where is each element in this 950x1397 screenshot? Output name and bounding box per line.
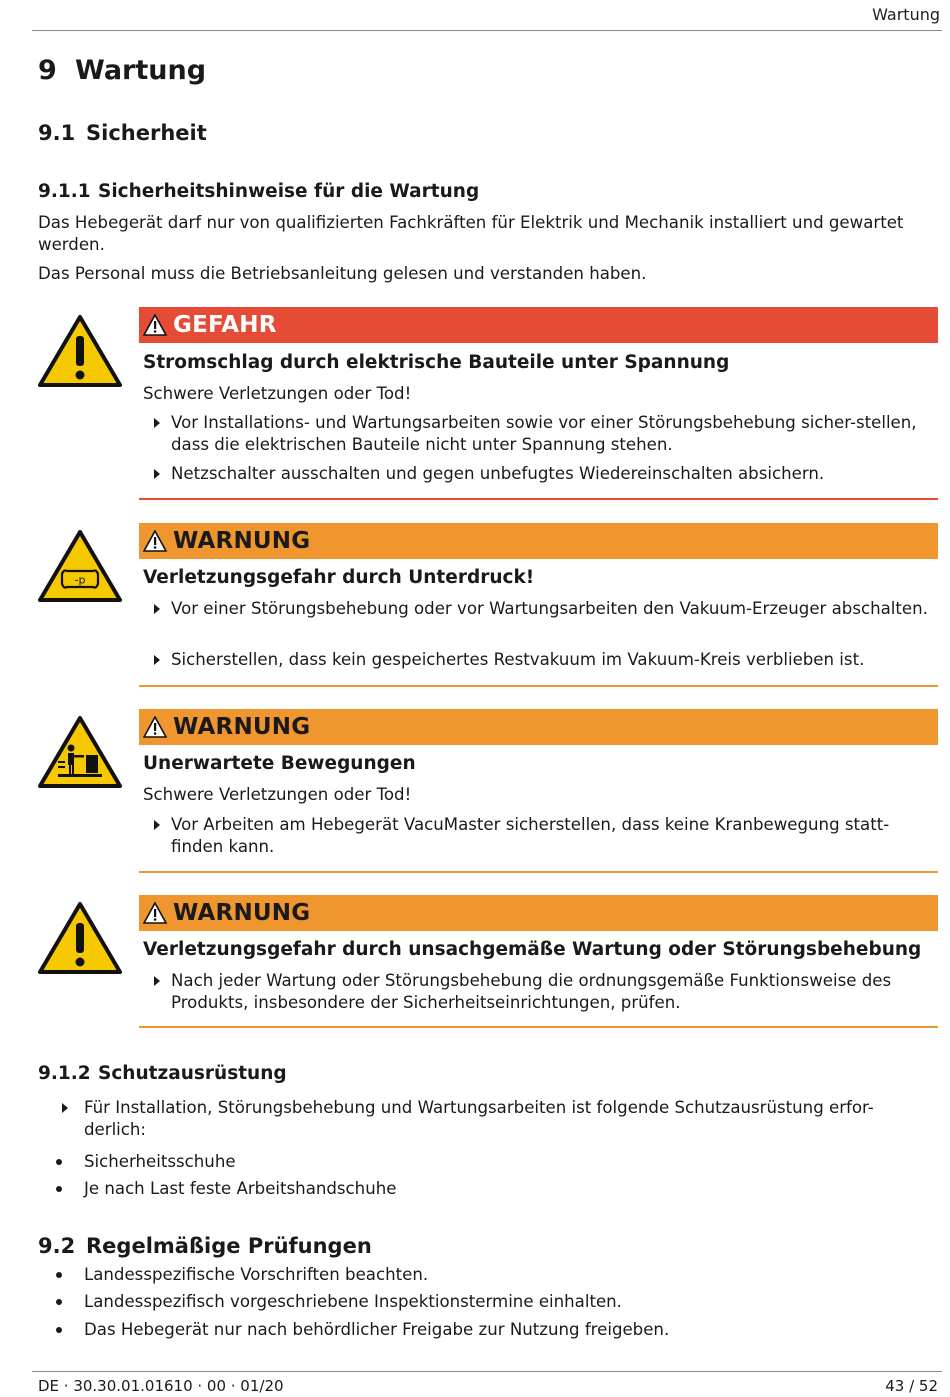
- step-arrow-icon: [154, 820, 160, 830]
- notice-step: [171, 649, 938, 671]
- pictogram-label: -p: [74, 573, 86, 587]
- running-header-title: Wartung: [872, 5, 940, 24]
- list-item-text: Landesspezifische Vorschriften beachten.: [84, 1265, 429, 1284]
- paragraph-read-manual: Das Personal muss die Betriebsanleitung gelesen und verstanden haben.: [38, 264, 647, 283]
- step-arrow-icon: [62, 1103, 68, 1113]
- section-heading-9-2: [38, 1234, 372, 1258]
- list-item-text: Sicherheitsschuhe: [84, 1152, 236, 1171]
- subsection-heading-9-1-2: [38, 1063, 287, 1084]
- section-heading-9-1: [38, 121, 207, 145]
- notice-bottom-rule: [139, 871, 938, 873]
- signal-word: WARNUNG: [173, 714, 311, 740]
- warning-signal-bar: [139, 895, 938, 931]
- header-divider: [32, 30, 942, 31]
- bullet-icon: [56, 1327, 62, 1333]
- crushing-hazard-pictogram-icon: [38, 715, 122, 789]
- list-item-text: Das Hebegerät nur nach behördlicher Freigabe zur Nutzung freigeben.: [84, 1320, 670, 1339]
- signal-word: WARNUNG: [173, 900, 311, 926]
- notice-bottom-rule: [139, 685, 938, 687]
- footer-page-number: 43 / 52: [885, 1377, 938, 1395]
- bullet-icon: [56, 1159, 62, 1165]
- list-item-text: Je nach Last feste Arbeitshandschuhe: [84, 1179, 397, 1198]
- notice-step: [171, 970, 938, 1014]
- section-title: Regelmäßige Prüfungen: [86, 1234, 372, 1258]
- step-text: Netzschalter ausschalten und gegen unbefugtes Wiedereinschalten absichern.: [171, 464, 825, 483]
- warning-triangle-icon: [143, 902, 167, 924]
- step-arrow-icon: [154, 976, 160, 986]
- subsection-title: Schutzausrüstung: [98, 1063, 287, 1084]
- list-item: [84, 1178, 914, 1200]
- chapter-number: 9: [38, 55, 57, 86]
- warning-triangle-icon: [143, 716, 167, 738]
- footer-document-id: DE · 30.30.01.01610 · 00 · 01/20: [38, 1377, 284, 1395]
- section-number: 9.1: [38, 121, 76, 145]
- notice-consequence: Schwere Verletzungen oder Tod!: [143, 384, 412, 403]
- notice-bottom-rule: [139, 498, 938, 500]
- bullet-icon: [56, 1272, 62, 1278]
- step-text: Vor Arbeiten am Hebegerät VacuMaster sicherstellen, dass keine Kranbewegung statt-finden kann.: [171, 815, 890, 856]
- notice-title: Verletzungsgefahr durch unsachgemäße Wartung oder Störungsbehebung: [143, 939, 922, 960]
- vacuum-hazard-pictogram-icon: [38, 529, 122, 603]
- instruction-text: Für Installation, Störungsbehebung und Wartungsarbeiten ist folgende Schutzausrüstung erfor-derlich:: [84, 1098, 874, 1139]
- general-warning-pictogram-icon: [38, 901, 122, 975]
- bullet-icon: [56, 1186, 62, 1192]
- step-text: Vor einer Störungsbehebung oder vor Wartungsarbeiten den Vakuum-Erzeuger abschalten.: [171, 599, 928, 618]
- subsection-number: 9.1.2: [38, 1063, 91, 1084]
- chapter-title: Wartung: [75, 55, 207, 86]
- subsection-title: Sicherheitshinweise für die Wartung: [98, 181, 480, 202]
- general-warning-pictogram-icon: [38, 314, 122, 388]
- subsection-heading-9-1-1: [38, 181, 479, 202]
- list-item: [84, 1291, 914, 1313]
- section-number: 9.2: [38, 1234, 76, 1258]
- notice-bottom-rule: [139, 1026, 938, 1028]
- bullet-icon: [56, 1299, 62, 1305]
- signal-word: GEFAHR: [173, 312, 277, 338]
- notice-step: [171, 598, 938, 620]
- instruction-item: [84, 1097, 914, 1141]
- notice-step: [171, 463, 938, 485]
- warning-triangle-icon: [143, 314, 167, 336]
- warning-signal-bar: [139, 523, 938, 559]
- notice-consequence: Schwere Verletzungen oder Tod!: [143, 785, 412, 804]
- step-text: Nach jeder Wartung oder Störungsbehebung die ordnungsgemäße Funktionsweise des Produkts, insbesondere der Sicherheitseinrichtungen, prüfen.: [171, 971, 892, 1012]
- section-title: Sicherheit: [86, 121, 207, 145]
- notice-title: Unerwartete Bewegungen: [143, 753, 416, 774]
- subsection-number: 9.1.1: [38, 181, 91, 202]
- step-text: Sicherstellen, dass kein gespeichertes Restvakuum im Vakuum-Kreis verblieben ist.: [171, 650, 865, 669]
- step-arrow-icon: [154, 469, 160, 479]
- warning-triangle-icon: [143, 530, 167, 552]
- step-text: Vor Installations- und Wartungsarbeiten sowie vor einer Störungsbehebung sicher-stellen, dass die elektrischen Bauteile nicht unter Spannung stehen.: [171, 413, 917, 454]
- list-item: [84, 1264, 914, 1286]
- chapter-heading: [38, 55, 206, 86]
- step-arrow-icon: [154, 418, 160, 428]
- notice-title: Verletzungsgefahr durch Unterdruck!: [143, 567, 535, 588]
- danger-signal-bar: [139, 307, 938, 343]
- footer-divider: [32, 1371, 942, 1372]
- warning-signal-bar: [139, 709, 938, 745]
- list-item-text: Landesspezifisch vorgeschriebene Inspektionstermine einhalten.: [84, 1292, 622, 1311]
- notice-step: [171, 412, 938, 456]
- list-item: [84, 1151, 914, 1173]
- list-item: [84, 1319, 914, 1341]
- paragraph-qualified-staff: Das Hebegerät darf nur von qualifizierten Fachkräften für Elektrik und Mechanik installiert und gewartet werden.: [38, 213, 904, 254]
- notice-title: Stromschlag durch elektrische Bauteile unter Spannung: [143, 352, 730, 373]
- notice-step: [171, 814, 938, 858]
- signal-word: WARNUNG: [173, 528, 311, 554]
- step-arrow-icon: [154, 604, 160, 614]
- step-arrow-icon: [154, 655, 160, 665]
